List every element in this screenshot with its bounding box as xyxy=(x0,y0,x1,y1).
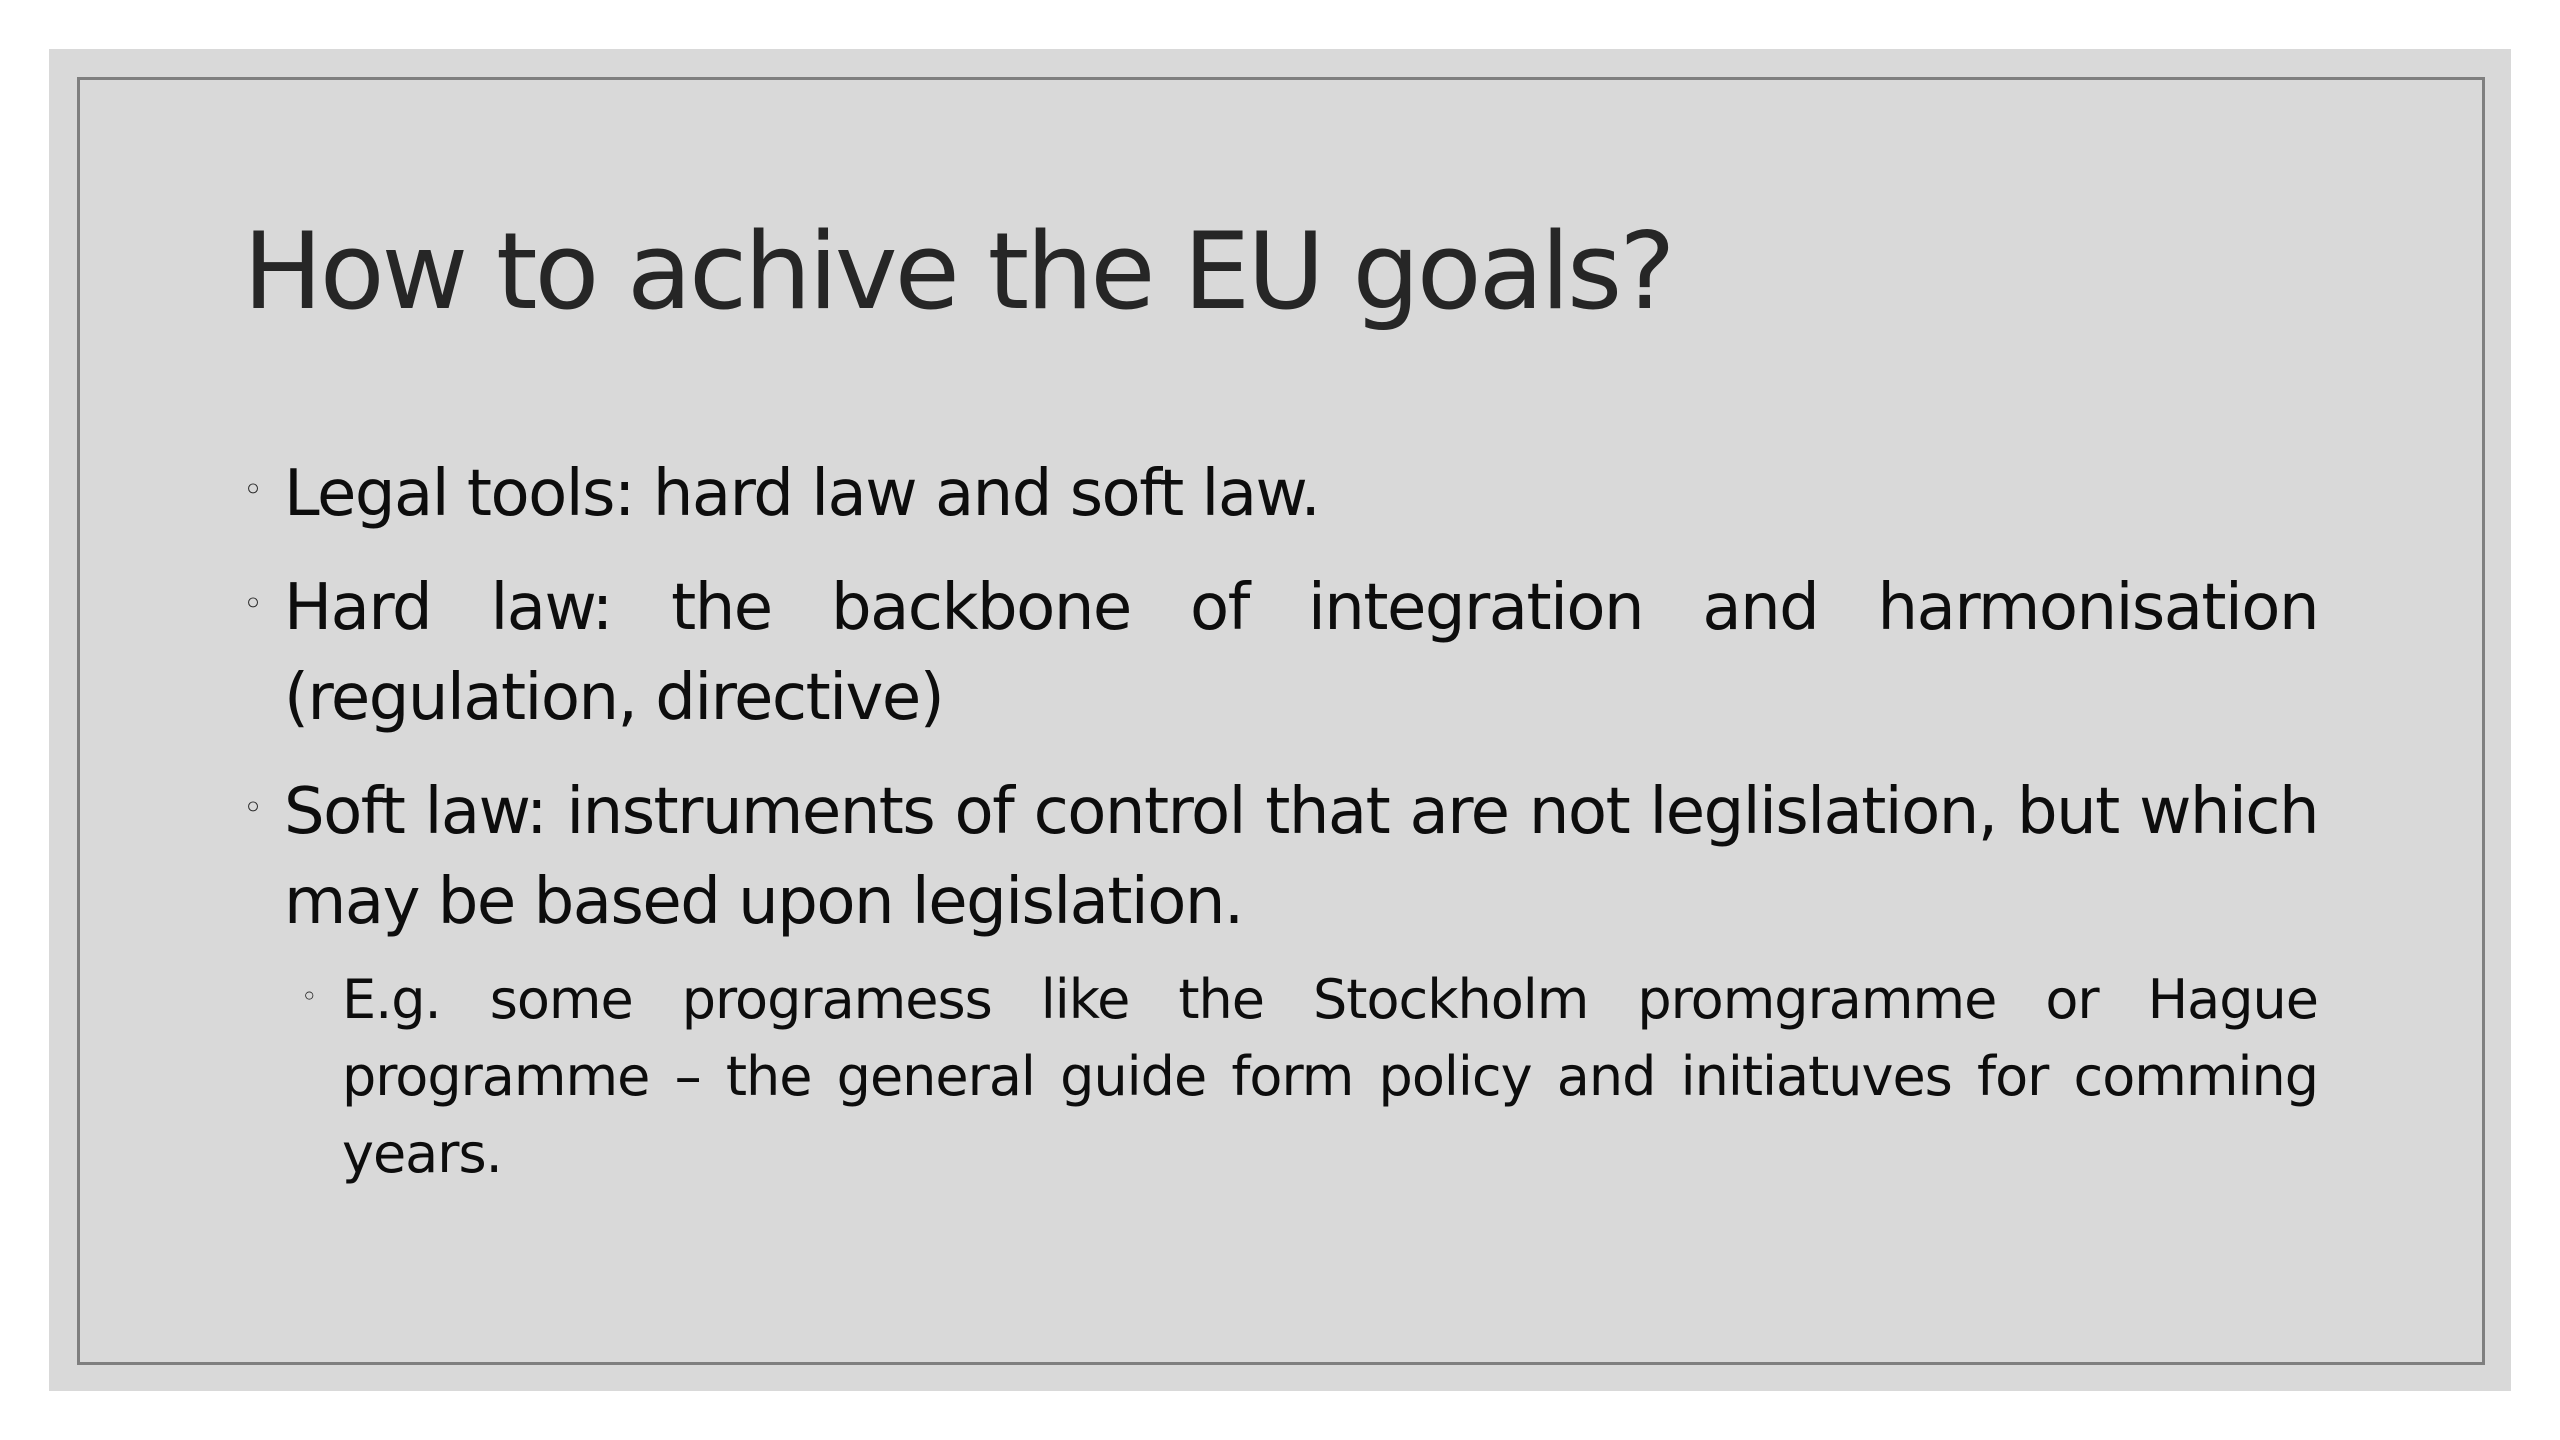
bullet-list xyxy=(243,449,2318,1192)
hollow-circle-bullet-icon: ◦ xyxy=(243,584,262,624)
hollow-circle-bullet-icon: ◦ xyxy=(243,788,262,828)
sub-bullet-text: E.g. some programess like the Stockholm promgramme or Hague programme – the general guide form policy and initiatuves for comming years. xyxy=(342,968,2318,1185)
hollow-circle-bullet-icon: ◦ xyxy=(301,980,317,1013)
bullet-item xyxy=(243,767,2318,947)
bullet-text: Legal tools: hard law and soft law. xyxy=(284,457,1320,531)
hollow-circle-bullet-icon: ◦ xyxy=(243,470,262,510)
bullet-text: Soft law: instruments of control that are not leglislation, but which may be based upon legislation. xyxy=(284,775,2318,939)
sub-bullet-item xyxy=(243,961,2318,1192)
bullet-text: Hard law: the backbone of integration and harmonisation (regulation, directive) xyxy=(284,571,2318,735)
slide-title: How to achive the EU goals? xyxy=(243,210,1673,333)
bullet-item xyxy=(243,563,2318,743)
slide xyxy=(49,49,2511,1391)
bullet-item xyxy=(243,449,2318,539)
slide-content xyxy=(243,449,2318,1192)
